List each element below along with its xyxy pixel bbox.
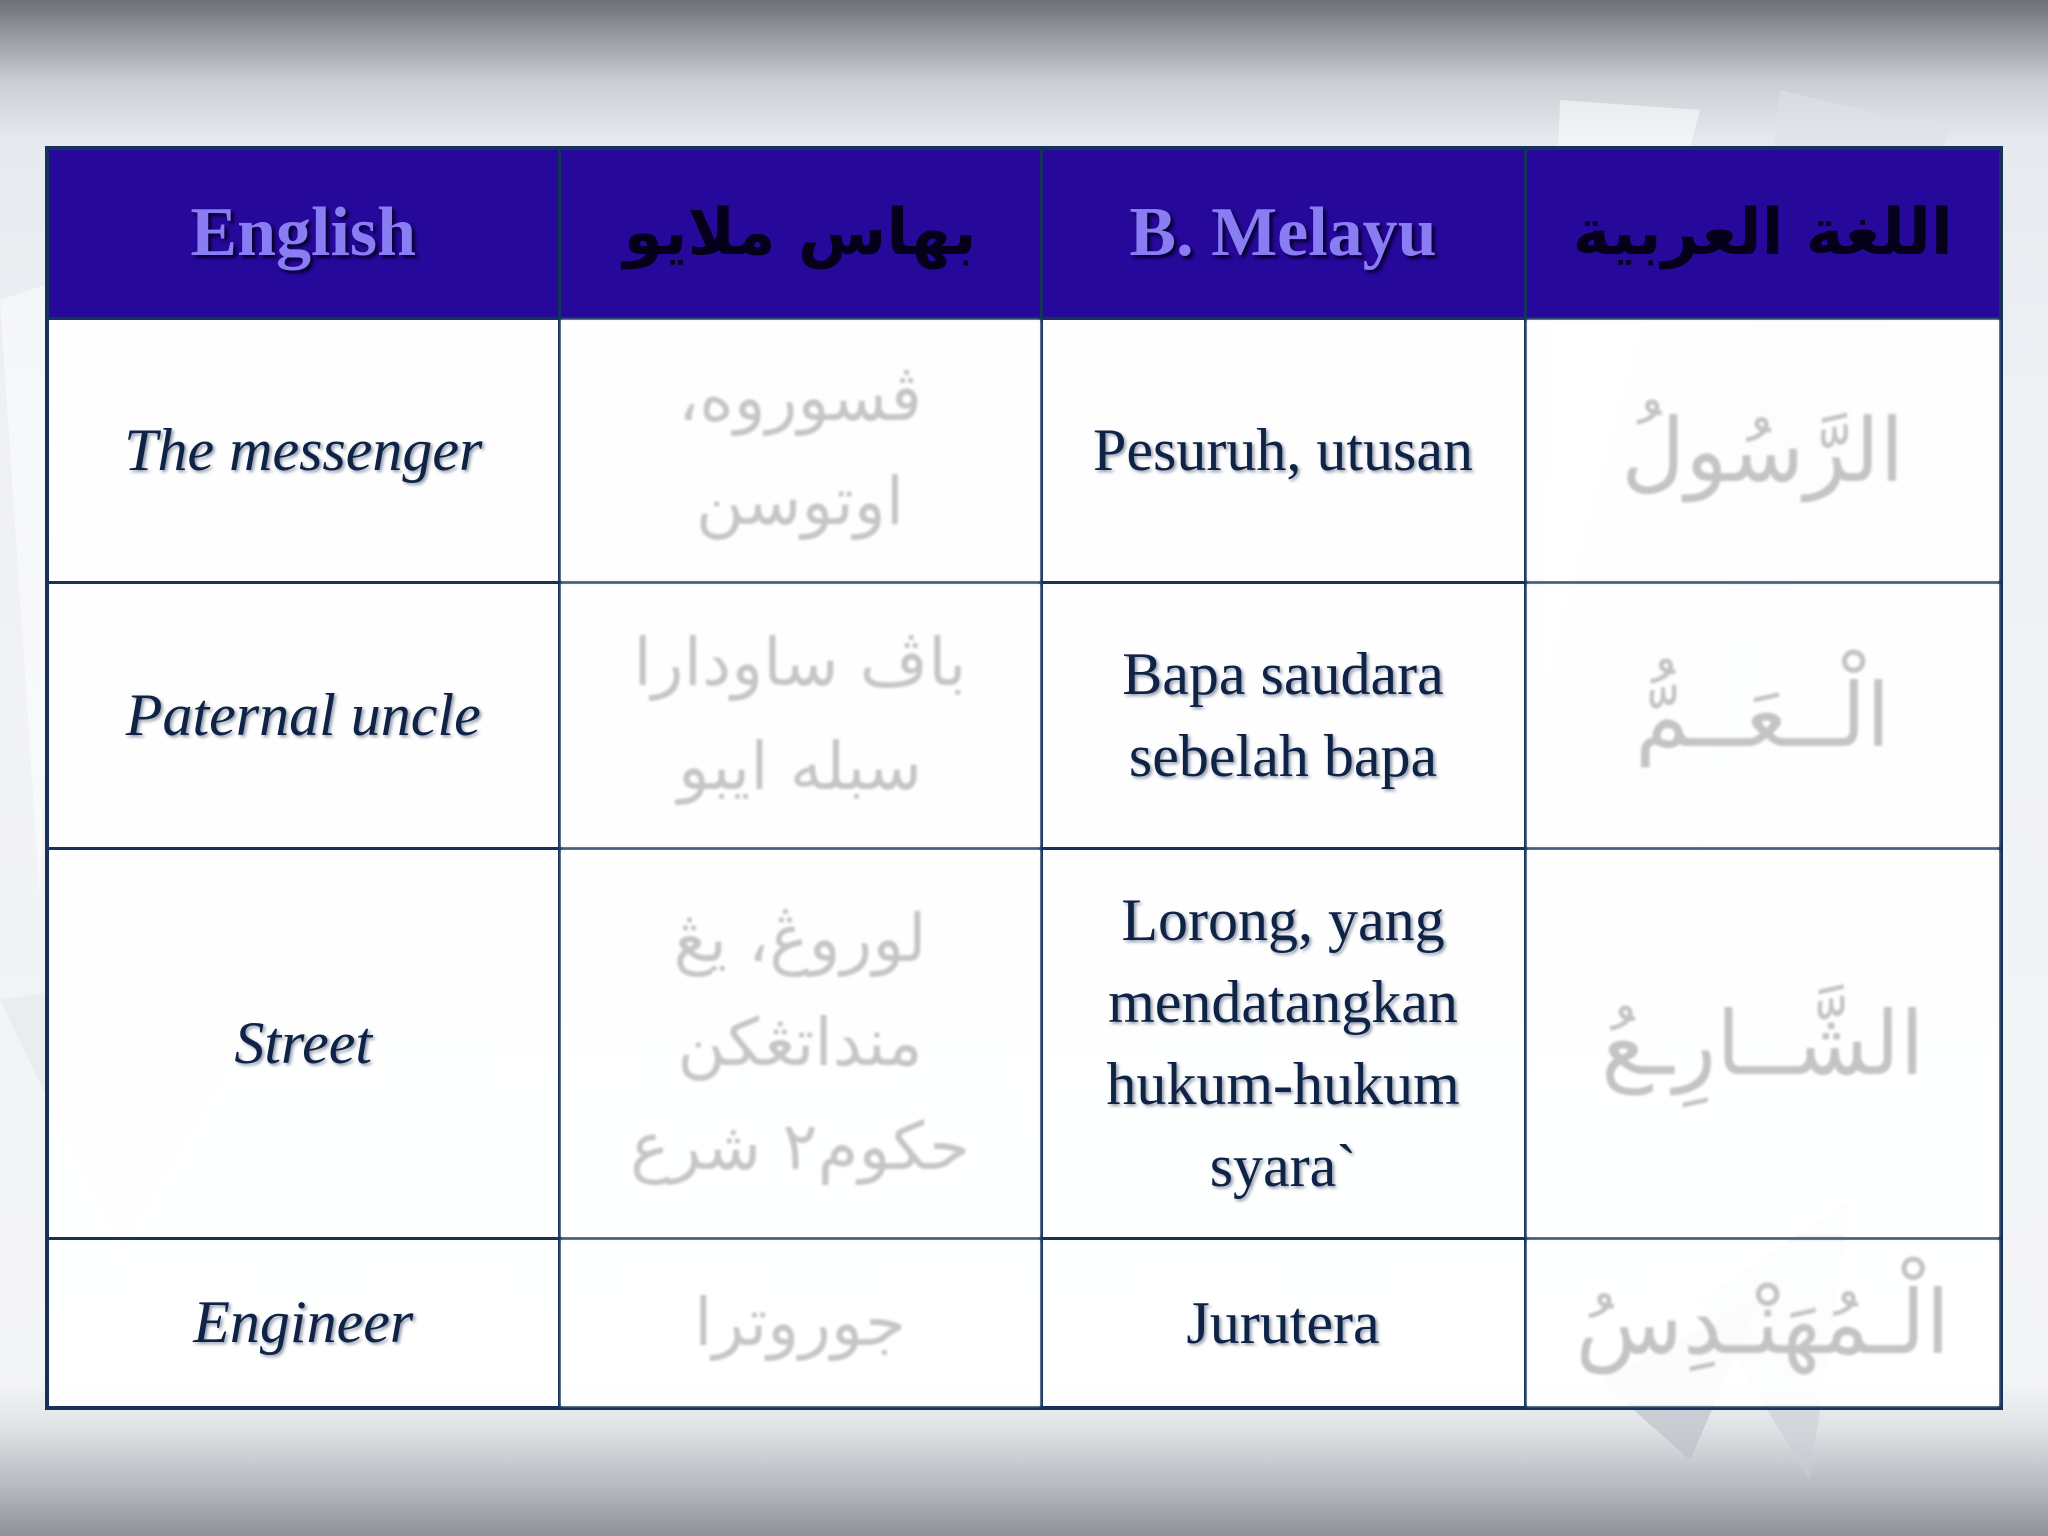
english-cell: Street xyxy=(47,848,559,1238)
melayu-cell xyxy=(1041,582,1525,848)
english-cell: Paternal uncle xyxy=(47,582,559,848)
melayu-line: sebelah bapa xyxy=(1128,723,1438,789)
jawi-line: باڤ ساودارا xyxy=(633,624,967,701)
melayu-cell xyxy=(1041,848,1525,1238)
melayu-cell xyxy=(1041,318,1525,582)
melayu-line: mendatangkan xyxy=(1108,969,1458,1035)
arabic-cell: الْـمُهَنْـدِسُ xyxy=(1525,1238,2001,1408)
melayu-line: Jurutera xyxy=(1186,1289,1380,1356)
jawi-line: ڤسوروه، xyxy=(677,359,923,436)
jawi-line: جوروترا xyxy=(694,1283,906,1361)
vocabulary-table xyxy=(45,146,2003,1410)
header-arabic: اللغة العربية xyxy=(1525,148,2001,318)
jawi-cell xyxy=(559,582,1041,848)
english-cell: The messenger xyxy=(47,318,559,582)
header-jawi: بهاس ملايو xyxy=(559,148,1041,318)
table-row xyxy=(47,848,2001,1238)
jawi-line: لوروڠ، يڠ xyxy=(673,900,927,977)
header-english: English xyxy=(47,148,559,318)
jawi-cell xyxy=(559,1238,1041,1408)
jawi-line: اوتوسن xyxy=(695,463,905,540)
melayu-line: Pesuruh, utusan xyxy=(1093,417,1473,483)
table-row xyxy=(47,1238,2001,1408)
jawi-cell xyxy=(559,848,1041,1238)
arabic-cell: الْــعَــمُّ xyxy=(1525,582,2001,848)
header-melayu: B. Melayu xyxy=(1041,148,1525,318)
jawi-cell xyxy=(559,318,1041,582)
melayu-line: hukum-hukum xyxy=(1106,1051,1460,1117)
melayu-line: Bapa saudara xyxy=(1122,641,1444,707)
table-row xyxy=(47,582,2001,848)
arabic-cell: الرَّسُولُ xyxy=(1525,318,2001,582)
table-row xyxy=(47,318,2001,582)
arabic-cell: الشَّــارِـعُ xyxy=(1525,848,2001,1238)
melayu-cell xyxy=(1041,1238,1525,1408)
melayu-line: Lorong, yang xyxy=(1121,887,1445,953)
jawi-line: حكوم٢ شرع xyxy=(630,1108,970,1185)
melayu-line: syara` xyxy=(1209,1133,1357,1199)
jawi-line: سبله ايبو xyxy=(677,728,923,805)
jawi-line: منداتڠكن xyxy=(677,1004,923,1081)
english-cell: Engineer xyxy=(47,1238,559,1408)
header-row xyxy=(47,148,2001,318)
